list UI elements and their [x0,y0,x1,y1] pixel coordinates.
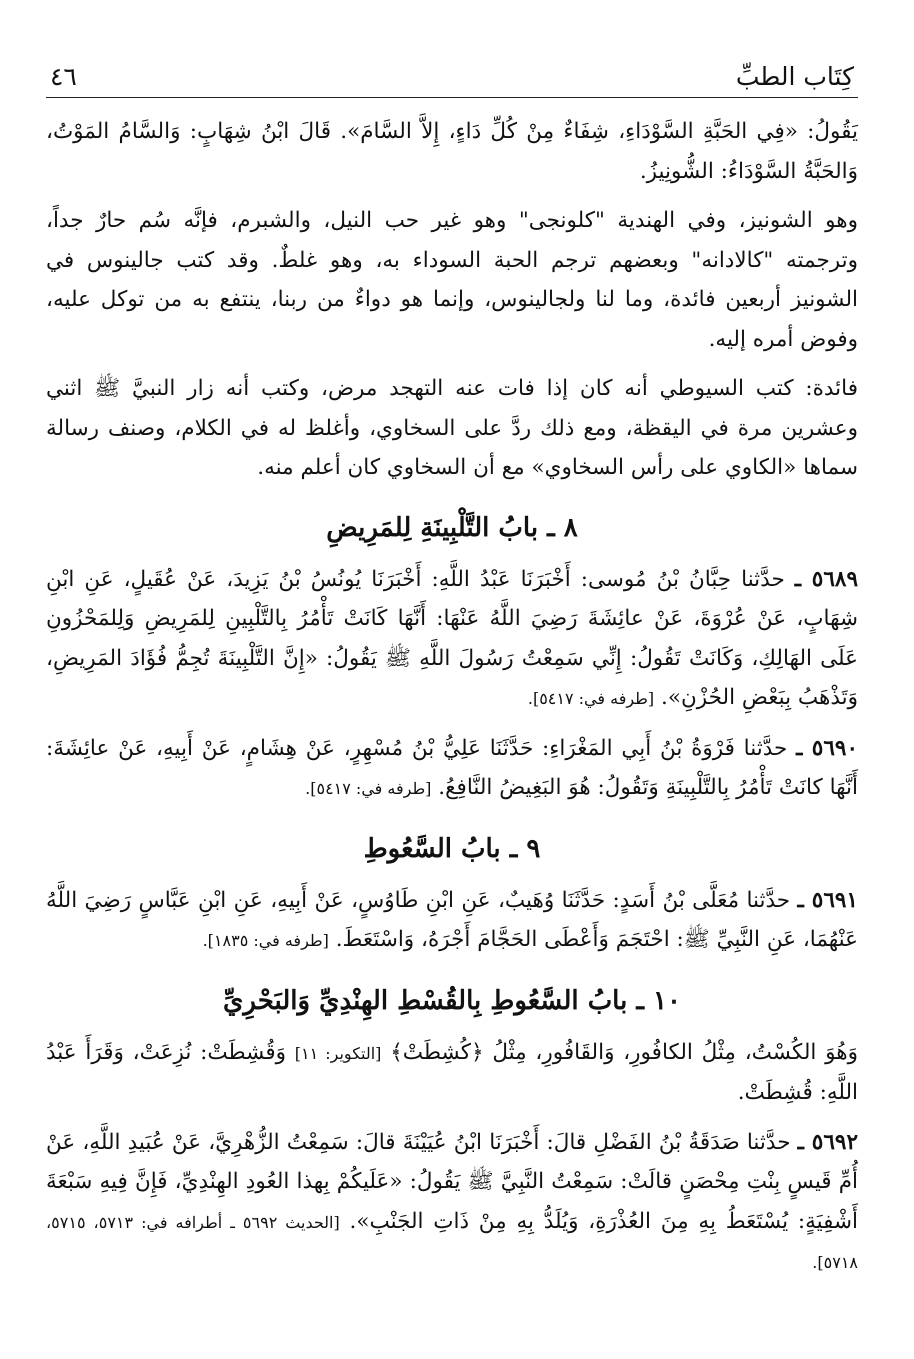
explanation-text: وَهُوَ الكُسْتُ، مِثْلُ الكافُورِ، وَالقَافُورِ، مِثْلُ ﴿كُشِطَتْ﴾ [390,1039,858,1065]
paragraph-benefit-note: فائدة: كتب السيوطي أنه كان إذا فات عنه التهجد مرض، وكتب أنه زار النبيَّ ﷺ اثني وعشرين مرة في اليقظة، ومع ذلك ردَّ على السخاوي، وأغلظ له في الكلام، وصنف رسالة سماها «الكاوي على رأس السخاوي» مع أن السخاوي كان أعلم منه. [46,376,858,480]
hadith-number: ٥٦٩٢ ـ [797,1129,858,1155]
explanation-text-end: وَقُشِطَتْ: نُزِعَتْ، وَقَرَأَ عَبْدُ اللَّهِ: قُشِطَتْ. [46,1039,858,1105]
paragraph-hadith-continuation: يَقُولُ: «فِي الحَبَّةِ السَّوْدَاءِ، شِفَاءٌ مِنْ كُلِّ دَاءٍ، إِلاَّ السَّامَ». قَالَ ابْنُ شِهَابٍ: وَالسَّامُ المَوْتُ، وَالحَبَّةُ السَّوْدَاءُ: الشُّونِيزُ. [46,119,858,184]
hadith-5692 [46,1123,858,1283]
hadith-text: حدَّثنا صَدَقَةُ بْنُ الفَضْلِ قالَ: أَخْبَرَنَا ابْنُ عُيَيْنَةَ قالَ: سَمِعْتُ الزُّهْرِيَّ، عَنْ عُبَيدِ اللَّهِ، عَنْ أُمِّ قَيسٍ بِنْتِ مِحْصَنٍ قالَتْ: سَمِعْتُ النَّبِيَّ ﷺ يَقُولُ: «عَلَيكُمْ بِهذا العُودِ الهِنْدِيِّ، فَإِنَّ فِيهِ سَبْعَةَ أَشْفِيَةٍ: يُسْتَعَطُ بِهِ مِنَ العُذْرَةِ، وَيُلَدُّ بِهِ مِنْ ذَاتِ الجَنْبِ». [46,1129,859,1234]
cross-reference: [طرفه في: ٥٤١٧]. [305,779,432,798]
cross-reference: [الحديث ٥٦٩٢ ـ أطرافه في: ٥٧١٣، ٥٧١٥، ٥٧١٨]. [46,1212,858,1272]
hadith-text: حدَّثنا فَرْوَةُ بْنُ أَبِي المَغْرَاءِ: حَدَّثَنَا عَلِيُّ بْنُ مُسْهِرٍ، عَنْ هِشَامٍ، عَنْ أَبِيهِ، عَنْ عائِشَةَ: أَنَّهَا كانَتْ تَأْمُرُ بِالتَّلْبِينَةِ وَتَقُولُ: هُوَ البَغِيضُ النَّافِعُ. [46,735,858,800]
hadith-number: ٥٦٩٠ ـ [796,735,858,761]
page-number: ٤٦ [50,62,77,91]
hadith-number: ٥٦٩١ ـ [797,887,858,913]
hadith-5691 [46,881,858,961]
hadith-number: ٥٦٨٩ ـ [794,566,858,592]
paragraph-kust-explanation [46,1033,858,1113]
cross-reference: [طرفه في: ١٨٣٥]. [202,931,329,950]
chapter-heading-8: ٨ ـ بابُ التَّلْبِينَةِ لِلمَرِيضِ [326,512,578,543]
chapter-heading-9: ٩ ـ بابُ السَّعُوطِ [363,833,541,864]
hadith-text: حدَّثنا حِبَّانُ بْنُ مُوسى: أَخْبَرَنَا عَبْدُ اللَّهِ: أَخْبَرَنَا يُونُسُ بْنُ يَزِيدَ، عَنْ عُقَيلٍ، عَنِ ابْنِ شِهَابٍ، عَنْ عُرْوَةَ، عَنْ عائِشَةَ رَضِيَ اللَّهُ عَنْهَا: أَنَّهَا كَانَتْ تَأْمُرُ بِالتَّلْبِينِ لِلمَرِيضِ وَلِلمَحْزُونِ عَلَى الهَالِكِ، وَكَانَتْ تَقُولُ: إِنِّي سَمِعْتُ رَسُولَ اللَّهِ ﷺ يَقُولُ: «إِنَّ التَّلْبِينَةَ تُجِمُّ فُؤَادَ المَرِيضِ، وَتَذْهَبُ بِبَعْضِ الحُزْنِ». [46,566,858,710]
cross-reference: [طرفه في: ٥٤١٧]. [527,689,655,708]
hadith-text: حدَّثنا مُعَلَّى بْنُ أَسَدٍ: حَدَّثَنَا وُهَيبٌ، عَنِ ابْنِ طَاوُسٍ، عَنْ أَبِيهِ، عَنِ ابْنِ عَبَّاسٍ رَضِيَ اللَّهُ عَنْهُمَا، عَنِ النَّبِيِّ ﷺ: احْتَجَمَ وَأَعْطَى الحَجَّامَ أَجْرَهُ، وَاسْتَعَطَ. [46,887,858,952]
chapter-heading-10: ١٠ ـ بابُ السَّعُوطِ بِالقُسْطِ الهِنْدِيِّ وَالبَحْرِيِّ [223,985,681,1016]
quran-reference: [التكوير: ١١] [294,1043,382,1063]
running-head [46,62,858,98]
hadith-5690 [46,729,858,809]
paragraph-commentary-shuniz: وهو الشونيز، وفي الهندية "كلونجى" وهو غير حب النيل، والشبرم، فإنَّه سُم حارٌ جداً، وترجمته "كالادانه" وبعضهم ترجم الحبة السوداء به، وهو غلطٌ. وقد كتب جالينوس في الشونيز أربعين فائدة، وما لنا ولجالينوس، وإنما هو دواءٌ من ربنا، ينتفع به من توكل عليه، وفوض أمره إليه. [46,208,858,352]
book-title: كِتَاب الطبِّ [735,62,854,91]
hadith-5689 [46,560,858,719]
